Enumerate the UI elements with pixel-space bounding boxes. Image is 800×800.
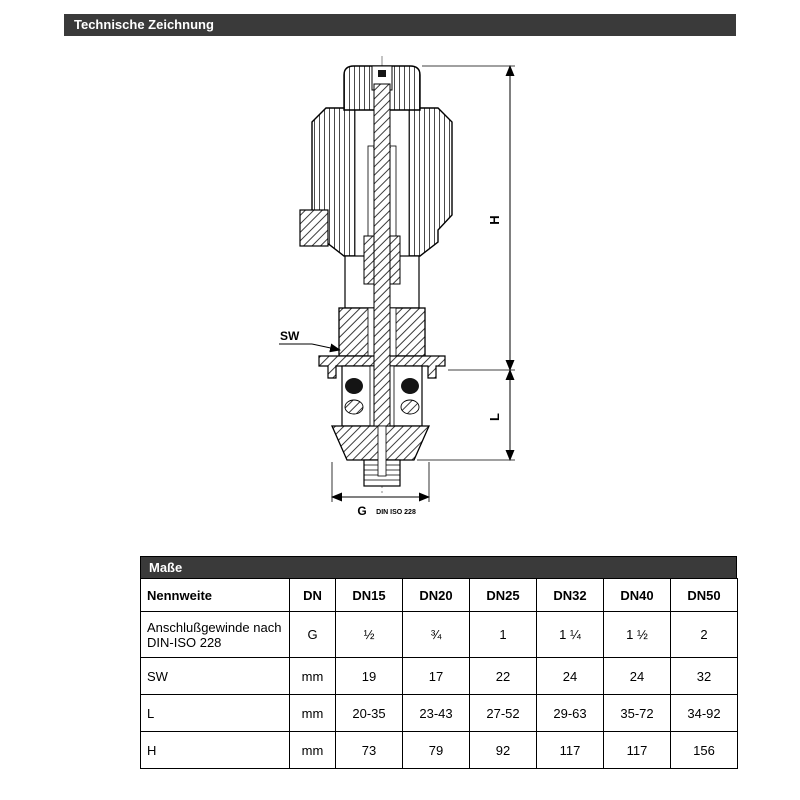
value-cell: 24 — [537, 658, 604, 695]
row-label-cell: SW — [141, 658, 290, 695]
value-cell: 27-52 — [470, 695, 537, 732]
table-row — [141, 658, 738, 695]
unit-cell: mm — [290, 732, 336, 769]
seal-right — [401, 400, 419, 414]
value-cell: 117 — [604, 732, 671, 769]
column-header-cell: DN20 — [403, 579, 470, 612]
value-cell: 22 — [470, 658, 537, 695]
dimensions-table-section — [140, 556, 737, 769]
value-cell: 35-72 — [604, 695, 671, 732]
value-cell: 79 — [403, 732, 470, 769]
dimension-label-sw: SW — [280, 329, 300, 343]
value-cell: 24 — [604, 658, 671, 695]
value-cell: 32 — [671, 658, 738, 695]
side-port — [300, 210, 328, 246]
cap-screw-slot — [378, 70, 386, 77]
value-cell: 2 — [671, 612, 738, 658]
o-ring-right — [401, 378, 419, 394]
row-label-cell: Anschlußgewinde nach DIN-ISO 228 — [141, 612, 290, 658]
valve-technical-drawing — [252, 50, 582, 542]
table-row — [141, 695, 738, 732]
value-cell: 23-43 — [403, 695, 470, 732]
value-cell: 17 — [403, 658, 470, 695]
value-cell: 117 — [537, 732, 604, 769]
value-cell: 156 — [671, 732, 738, 769]
column-header-cell: DN15 — [336, 579, 403, 612]
value-cell: 19 — [336, 658, 403, 695]
table-header-row — [141, 579, 738, 612]
column-header-cell: DN40 — [604, 579, 671, 612]
seal-left — [345, 400, 363, 414]
value-cell: 73 — [336, 732, 403, 769]
o-ring-left — [345, 378, 363, 394]
unit-cell: G — [290, 612, 336, 658]
value-cell: 34-92 — [671, 695, 738, 732]
sw-leader — [312, 344, 340, 350]
dimension-label-h: H — [487, 215, 502, 225]
stem-tip — [378, 426, 386, 476]
value-cell: 1 ¼ — [537, 612, 604, 658]
value-cell: 20-35 — [336, 695, 403, 732]
value-cell: 29-63 — [537, 695, 604, 732]
value-cell: 1 ½ — [604, 612, 671, 658]
table-row — [141, 612, 738, 658]
value-cell: 92 — [470, 732, 537, 769]
unit-cell: mm — [290, 658, 336, 695]
value-cell: ¾ — [403, 612, 470, 658]
column-header-cell: Nennweite — [141, 579, 290, 612]
unit-cell: mm — [290, 695, 336, 732]
column-header-cell: DN — [290, 579, 336, 612]
page-title: Technische Zeichnung — [64, 14, 736, 36]
dimension-label-g-note: DIN ISO 228 — [376, 509, 416, 516]
valve-drawing-svg — [252, 50, 582, 542]
column-header-cell: DN32 — [537, 579, 604, 612]
row-label-cell: L — [141, 695, 290, 732]
column-header-cell: DN50 — [671, 579, 738, 612]
dimension-label-g: G — [357, 504, 367, 518]
value-cell: ½ — [336, 612, 403, 658]
value-cell: 1 — [470, 612, 537, 658]
column-header-cell: DN25 — [470, 579, 537, 612]
table-row — [141, 732, 738, 769]
dimension-label-l: L — [487, 413, 502, 421]
dimensions-table — [140, 578, 738, 769]
valve-stem — [374, 84, 390, 426]
table-title: Maße — [140, 556, 737, 578]
row-label-cell: H — [141, 732, 290, 769]
